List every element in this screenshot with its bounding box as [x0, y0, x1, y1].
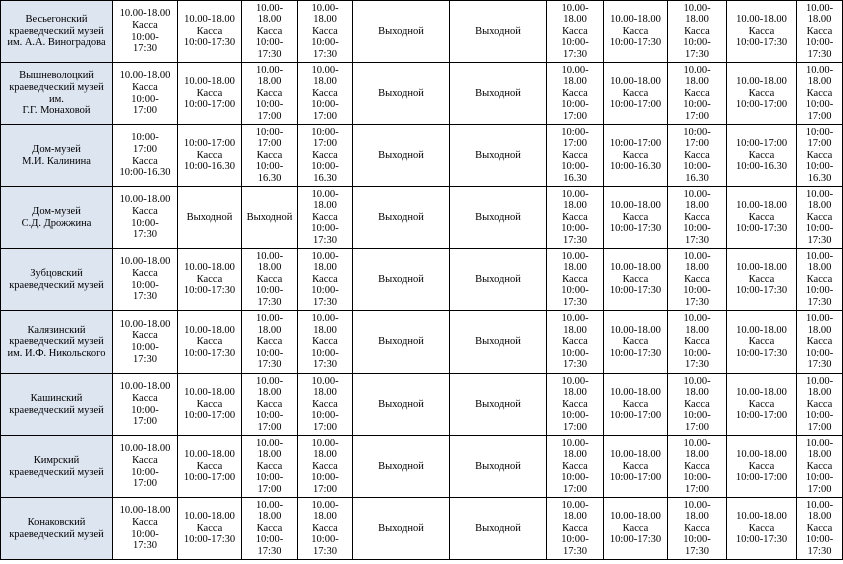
- hours-cell: 10.00-18.00 Касса 10:00-17:00: [604, 63, 668, 125]
- hours-cell: 10.00-18.00 Касса 10:00-17:30: [727, 1, 797, 63]
- hours-cell: Выходной: [450, 436, 547, 498]
- hours-cell: 10.00- 18.00 Касса 10:00- 17:00: [298, 63, 353, 125]
- hours-cell: 10.00-18.00 Касса 10:00-17:30: [604, 311, 668, 374]
- hours-cell: 10.00- 18.00 Касса 10:00- 17:00: [242, 436, 298, 498]
- hours-cell: Выходной: [353, 374, 450, 436]
- hours-cell: Выходной: [353, 249, 450, 311]
- hours-cell: 10:00- 17:00 Касса 10:00- 16.30: [797, 125, 843, 187]
- hours-cell: Выходной: [450, 125, 547, 187]
- hours-cell: 10.00- 18.00 Касса 10:00- 17:30: [668, 498, 727, 560]
- hours-cell: 10.00- 18.00 Касса 10:00- 17:00: [298, 436, 353, 498]
- hours-cell: 10.00- 18.00 Касса 10:00- 17:30: [547, 1, 604, 63]
- museum-name-cell: Весьегонский краеведческий музей им. А.А. Виноградова: [1, 1, 113, 63]
- hours-cell: 10.00-18.00 Касса 10:00-17:00: [178, 63, 242, 125]
- hours-cell: 10:00-17:00 Касса 10:00-16.30: [604, 125, 668, 187]
- hours-cell: 10.00- 18.00 Касса 10:00- 17:00: [797, 374, 843, 436]
- museum-name-cell: Вышневолоцкий краеведческий музей им. Г.Г. Монаховой: [1, 63, 113, 125]
- hours-cell: 10.00- 18.00 Касса 10:00- 17:00: [242, 374, 298, 436]
- museum-name-cell: Калязинский краеведческий музей им. И.Ф. Никольского: [1, 311, 113, 374]
- hours-cell: 10.00- 18.00 Касса 10:00- 17:00: [797, 436, 843, 498]
- hours-cell: 10.00- 18.00 Касса 10:00- 17:30: [242, 249, 298, 311]
- hours-cell: 10.00- 18.00 Касса 10:00- 17:30: [242, 311, 298, 374]
- museum-name-cell: Дом-музей М.И. Калинина: [1, 125, 113, 187]
- hours-cell: 10.00-18.00 Касса 10:00- 17:30: [113, 311, 178, 374]
- hours-cell: Выходной: [242, 187, 298, 249]
- hours-cell: 10.00- 18.00 Касса 10:00- 17:00: [668, 63, 727, 125]
- hours-cell: 10.00-18.00 Касса 10:00- 17:00: [113, 63, 178, 125]
- hours-cell: 10:00- 17:00 Касса 10:00- 16.30: [668, 125, 727, 187]
- hours-cell: 10.00-18.00 Касса 10:00-17:30: [727, 498, 797, 560]
- hours-cell: 10.00-18.00 Касса 10:00-17:30: [727, 311, 797, 374]
- hours-cell: 10.00- 18.00 Касса 10:00- 17:00: [797, 63, 843, 125]
- hours-cell: 10.00-18.00 Касса 10:00-17:00: [604, 374, 668, 436]
- hours-cell: 10.00- 18.00 Касса 10:00- 17:30: [298, 187, 353, 249]
- hours-cell: 10.00- 18.00 Касса 10:00- 17:30: [797, 311, 843, 374]
- hours-cell: 10.00-18.00 Касса 10:00- 17:30: [113, 1, 178, 63]
- hours-cell: 10:00- 17:00 Касса 10:00- 16.30: [298, 125, 353, 187]
- table-row: [1, 63, 843, 125]
- hours-cell: 10:00-17:00 Касса 10:00-16.30: [727, 125, 797, 187]
- hours-cell: Выходной: [353, 125, 450, 187]
- hours-cell: 10.00- 18.00 Касса 10:00- 17:30: [298, 1, 353, 63]
- table-row: [1, 1, 843, 63]
- hours-cell: Выходной: [178, 187, 242, 249]
- hours-cell: 10.00-18.00 Касса 10:00- 17:30: [113, 187, 178, 249]
- hours-cell: 10.00- 18.00 Касса 10:00- 17:30: [797, 1, 843, 63]
- hours-cell: 10.00- 18.00 Касса 10:00- 17:30: [242, 498, 298, 560]
- hours-cell: 10.00- 18.00 Касса 10:00- 17:30: [547, 498, 604, 560]
- hours-cell: 10.00-18.00 Касса 10:00-17:30: [727, 249, 797, 311]
- hours-cell: 10.00- 18.00 Касса 10:00- 17:30: [797, 249, 843, 311]
- hours-cell: 10.00- 18.00 Касса 10:00- 17:00: [668, 436, 727, 498]
- hours-cell: Выходной: [353, 1, 450, 63]
- hours-cell: 10.00- 18.00 Касса 10:00- 17:00: [547, 374, 604, 436]
- hours-cell: 10.00-18.00 Касса 10:00-17:00: [604, 436, 668, 498]
- museum-name-cell: Конаковский краеведческий музей: [1, 498, 113, 560]
- hours-cell: 10.00- 18.00 Касса 10:00- 17:30: [298, 249, 353, 311]
- hours-cell: Выходной: [450, 187, 547, 249]
- museum-name-cell: Кимрский краеведческий музей: [1, 436, 113, 498]
- table-row: [1, 436, 843, 498]
- table-row: [1, 187, 843, 249]
- table-row: [1, 249, 843, 311]
- table-row: [1, 374, 843, 436]
- hours-cell: 10.00- 18.00 Касса 10:00- 17:30: [547, 249, 604, 311]
- hours-cell: Выходной: [353, 498, 450, 560]
- hours-cell: Выходной: [450, 498, 547, 560]
- hours-cell: 10.00-18.00 Касса 10:00- 17:30: [113, 498, 178, 560]
- hours-cell: 10.00- 18.00 Касса 10:00- 17:30: [242, 1, 298, 63]
- hours-cell: Выходной: [450, 1, 547, 63]
- hours-cell: 10.00-18.00 Касса 10:00-17:30: [178, 311, 242, 374]
- hours-cell: 10.00- 18.00 Касса 10:00- 17:30: [668, 187, 727, 249]
- hours-cell: 10.00- 18.00 Касса 10:00- 17:30: [668, 249, 727, 311]
- hours-cell: Выходной: [450, 63, 547, 125]
- hours-cell: 10.00-18.00 Касса 10:00-17:30: [727, 187, 797, 249]
- museum-name-cell: Зубцовский краеведческий музей: [1, 249, 113, 311]
- hours-cell: 10.00- 18.00 Касса 10:00- 17:30: [298, 498, 353, 560]
- hours-cell: Выходной: [353, 187, 450, 249]
- hours-cell: 10.00- 18.00 Касса 10:00- 17:00: [668, 374, 727, 436]
- hours-cell: 10.00-18.00 Касса 10:00- 17:00: [113, 436, 178, 498]
- hours-cell: 10.00- 18.00 Касса 10:00- 17:30: [797, 498, 843, 560]
- hours-cell: 10:00- 17:00 Касса 10:00-16.30: [113, 125, 178, 187]
- hours-cell: 10.00-18.00 Касса 10:00- 17:30: [113, 249, 178, 311]
- hours-cell: 10.00- 18.00 Касса 10:00- 17:00: [547, 63, 604, 125]
- hours-cell: 10.00- 18.00 Касса 10:00- 17:30: [797, 187, 843, 249]
- hours-cell: 10.00-18.00 Касса 10:00-17:00: [178, 374, 242, 436]
- hours-cell: 10.00- 18.00 Касса 10:00- 17:30: [298, 311, 353, 374]
- hours-cell: 10.00-18.00 Касса 10:00-17:30: [604, 498, 668, 560]
- table-row: [1, 125, 843, 187]
- hours-cell: Выходной: [353, 311, 450, 374]
- hours-cell: 10.00-18.00 Касса 10:00-17:30: [178, 498, 242, 560]
- hours-cell: 10.00- 18.00 Касса 10:00- 17:30: [668, 311, 727, 374]
- hours-cell: 10.00-18.00 Касса 10:00-17:00: [727, 63, 797, 125]
- museum-name-cell: Кашинский краеведческий музей: [1, 374, 113, 436]
- hours-cell: 10.00- 18.00 Касса 10:00- 17:30: [547, 187, 604, 249]
- hours-cell: 10.00-18.00 Касса 10:00-17:30: [604, 187, 668, 249]
- table-row: [1, 311, 843, 374]
- hours-cell: 10.00-18.00 Касса 10:00-17:00: [727, 374, 797, 436]
- hours-cell: 10.00-18.00 Касса 10:00-17:30: [178, 1, 242, 63]
- hours-cell: 10.00- 18.00 Касса 10:00- 17:30: [547, 311, 604, 374]
- hours-cell: Выходной: [450, 374, 547, 436]
- hours-cell: 10.00- 18.00 Касса 10:00- 17:00: [298, 374, 353, 436]
- hours-cell: 10.00-18.00 Касса 10:00-17:30: [604, 249, 668, 311]
- table-row: [1, 498, 843, 560]
- hours-cell: Выходной: [353, 63, 450, 125]
- hours-cell: Выходной: [353, 436, 450, 498]
- hours-cell: 10.00-18.00 Касса 10:00-17:00: [178, 436, 242, 498]
- hours-cell: 10.00-18.00 Касса 10:00-17:00: [727, 436, 797, 498]
- hours-cell: 10.00- 18.00 Касса 10:00- 17:30: [668, 1, 727, 63]
- hours-cell: 10:00-17:00 Касса 10:00-16.30: [178, 125, 242, 187]
- hours-cell: 10.00-18.00 Касса 10:00- 17:00: [113, 374, 178, 436]
- hours-cell: 10.00-18.00 Касса 10:00-17:30: [604, 1, 668, 63]
- hours-cell: Выходной: [450, 311, 547, 374]
- hours-cell: Выходной: [450, 249, 547, 311]
- hours-cell: 10:00- 17:00 Касса 10:00- 16.30: [547, 125, 604, 187]
- hours-cell: 10:00- 17:00 Касса 10:00- 16.30: [242, 125, 298, 187]
- museum-name-cell: Дом-музей С.Д. Дрожжина: [1, 187, 113, 249]
- hours-cell: 10.00- 18.00 Касса 10:00- 17:00: [547, 436, 604, 498]
- hours-cell: 10.00- 18.00 Касса 10:00- 17:00: [242, 63, 298, 125]
- hours-cell: 10.00-18.00 Касса 10:00-17:30: [178, 249, 242, 311]
